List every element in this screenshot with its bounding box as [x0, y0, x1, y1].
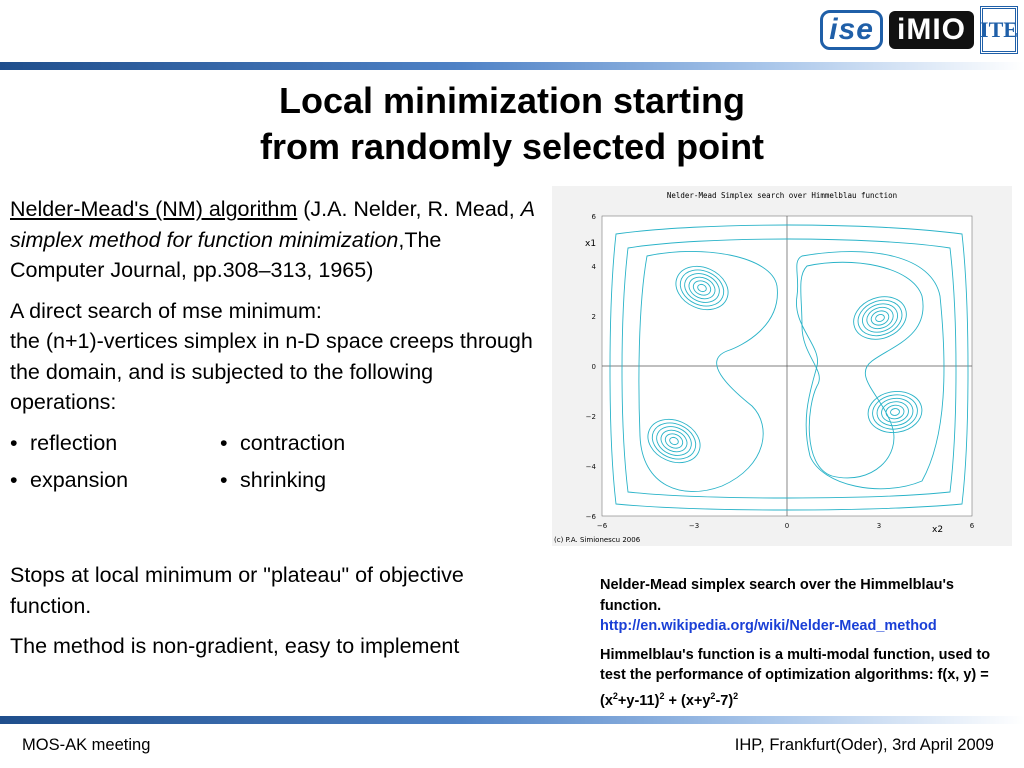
list-item [10, 428, 220, 465]
caption-text-a: Himmelblau's function is a multi-modal function, used to test the performance of optimization algorithms: f(x, y) = (x [600, 646, 991, 709]
x-tick-label: −3 [688, 522, 700, 530]
plot-y-ticks [586, 213, 597, 521]
y-tick-label: 4 [591, 263, 596, 271]
title-line-1: Local minimization starting [278, 80, 746, 121]
header-divider [0, 62, 1024, 70]
footer-venue-date: IHP, Frankfurt(Oder), 3rd April 2009 [734, 736, 994, 754]
y-tick-label: −2 [585, 413, 596, 421]
description-paragraph [10, 296, 540, 418]
reference-link[interactable]: Nelder-Mead's (NM) algorithm [10, 197, 298, 221]
notes-block [10, 560, 480, 672]
bullet-icon: • [220, 467, 228, 492]
plot-x-ticks [597, 522, 975, 530]
y-tick-label: 6 [591, 213, 596, 221]
y-tick-label: −6 [585, 513, 596, 521]
operation-reflection: reflection [30, 430, 118, 455]
x-tick-label: −6 [596, 522, 608, 530]
contour-plot [552, 186, 1012, 546]
title-line-2: from randomly selected point [259, 126, 765, 167]
ite-logo: ITE [980, 6, 1018, 54]
wikipedia-link[interactable]: http://en.wikipedia.org/wiki/Nelder-Mead_method [600, 618, 937, 634]
caption-text-d: -7) [715, 692, 734, 709]
y-tick-label: 0 [591, 363, 596, 371]
y-tick-label: −4 [585, 463, 596, 471]
caption-text-c: + (x+y [664, 692, 711, 709]
caption-line-1: Nelder-Mead simplex search over the Himmelblau's function. [600, 577, 954, 614]
caption-paragraph-2 [600, 645, 1010, 711]
caption-superscript: 2 [659, 690, 665, 701]
stops-note: Stops at local minimum or "plateau" of objective function. [10, 563, 464, 618]
footer-divider [0, 716, 1024, 724]
reference-paragraph [10, 194, 540, 286]
contour-plot-svg [552, 186, 1012, 546]
operation-contraction: contraction [240, 430, 346, 455]
caption-paragraph-1 [600, 575, 1010, 637]
bullet-icon: • [10, 430, 18, 455]
x-tick-label: 6 [969, 522, 975, 530]
plot-credit: (c) P.A. Simionescu 2006 [554, 536, 641, 544]
caption-superscript: 2 [733, 690, 739, 701]
slide-title [0, 78, 1024, 170]
list-item [10, 465, 220, 502]
logo-group [820, 6, 1018, 54]
x-tick-label: 0 [784, 522, 790, 530]
caption-superscript: 2 [612, 690, 618, 701]
list-item [220, 465, 430, 502]
footer-meeting: MOS-AK meeting [22, 736, 151, 754]
reference-paper-title: A simplex method for function minimization [10, 197, 535, 252]
description-line-1: A direct search of mse minimum: [10, 298, 322, 323]
reference-journal: ,The Computer Journal, pp.308–313, 1965) [10, 227, 442, 282]
ise-logo: ise [820, 10, 883, 50]
operations-list [10, 428, 530, 502]
plot-title: Nelder-Mead Simplex search over Himmelblau function [666, 191, 898, 200]
reference-authors: (J.A. Nelder, R. Mead, [297, 197, 521, 221]
bullet-icon: • [220, 430, 228, 455]
gradient-note: The method is non-gradient, easy to implement [10, 634, 460, 658]
imio-logo: iMIO [889, 11, 974, 49]
description-line-2: the (n+1)-vertices simplex in n-D space creeps through the domain, and is subjected to the following operations: [10, 329, 533, 414]
y-tick-label: 2 [591, 313, 596, 321]
plot-y-axis-label: x1 [585, 239, 597, 249]
x-tick-label: 3 [876, 522, 882, 530]
caption-superscript: 2 [710, 690, 716, 701]
caption-text-b: +y-11) [617, 692, 660, 709]
operation-expansion: expansion [30, 467, 129, 492]
bullet-icon: • [10, 467, 18, 492]
list-item [220, 428, 430, 465]
plot-caption [600, 575, 1010, 719]
operation-shrinking: shrinking [240, 467, 327, 492]
left-column [10, 194, 540, 502]
plot-x-axis-label: x2 [932, 525, 944, 535]
